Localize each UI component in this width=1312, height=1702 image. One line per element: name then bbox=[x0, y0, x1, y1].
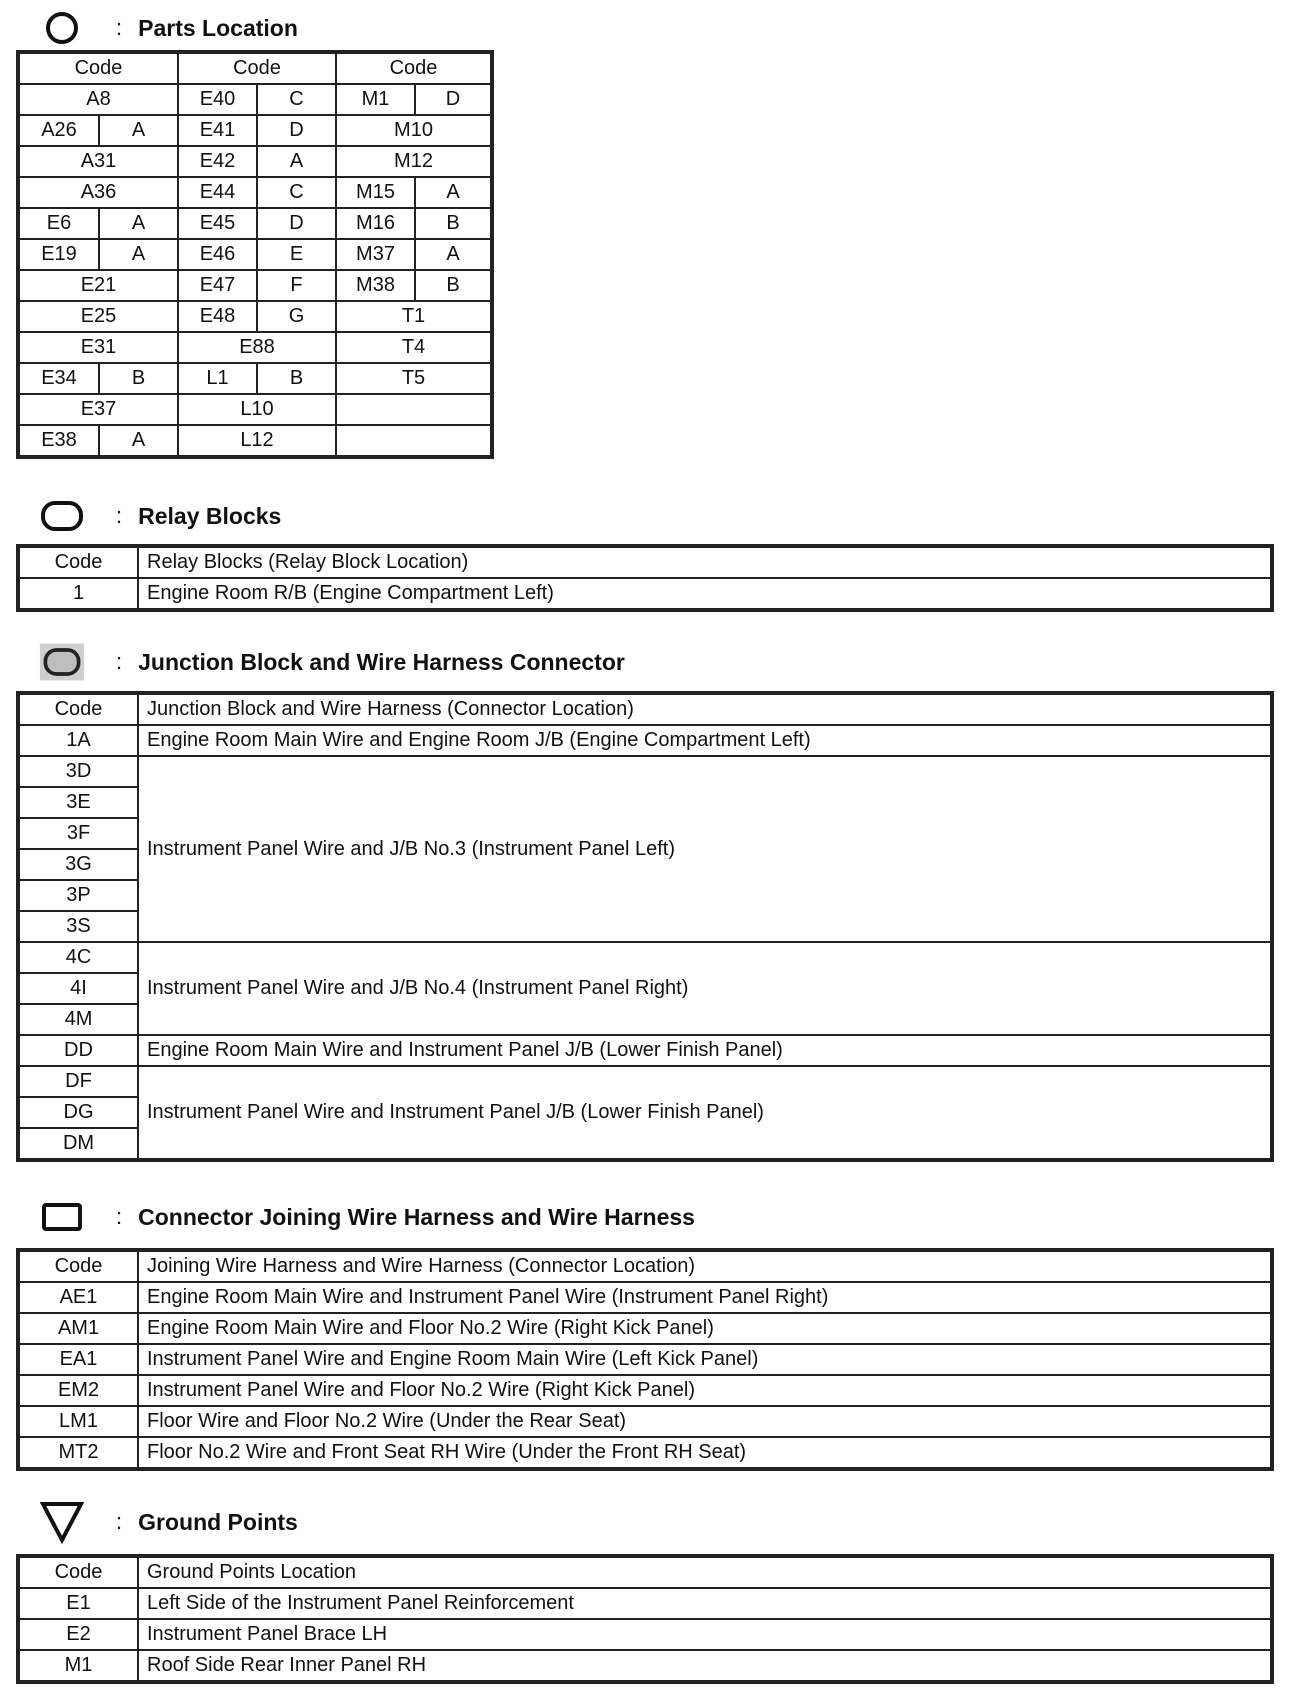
location-cell: Instrument Panel Wire and J/B No.3 (Instrument Panel Left) bbox=[138, 756, 1271, 942]
code-cell: 3D bbox=[19, 756, 138, 787]
location-cell: Engine Room R/B (Engine Compartment Left) bbox=[138, 578, 1271, 609]
table-row bbox=[19, 177, 491, 208]
table-row bbox=[19, 1406, 1271, 1437]
code-cell: LM1 bbox=[19, 1406, 138, 1437]
part-code-cell: A36 bbox=[19, 177, 178, 208]
part-location-letter-cell: D bbox=[415, 84, 491, 115]
table-header-row bbox=[19, 1251, 1271, 1282]
part-location-letter-cell: A bbox=[99, 208, 178, 239]
location-header: Relay Blocks (Relay Block Location) bbox=[138, 547, 1271, 578]
part-code-cell: E19 bbox=[19, 239, 99, 270]
table-row bbox=[19, 725, 1271, 756]
part-location-letter-cell: B bbox=[415, 208, 491, 239]
table-row bbox=[19, 301, 491, 332]
table-row bbox=[19, 756, 1271, 787]
code-cell: 4I bbox=[19, 973, 138, 1004]
part-code-cell: L1 bbox=[178, 363, 257, 394]
part-code-cell: E41 bbox=[178, 115, 257, 146]
table-row bbox=[19, 1437, 1271, 1468]
part-code-cell: T4 bbox=[336, 332, 491, 363]
location-cell: Instrument Panel Wire and Instrument Panel J/B (Lower Finish Panel) bbox=[138, 1066, 1271, 1159]
location-cell: Engine Room Main Wire and Instrument Panel J/B (Lower Finish Panel) bbox=[138, 1035, 1271, 1066]
part-code-cell: E88 bbox=[178, 332, 336, 363]
part-location-letter-cell: E bbox=[257, 239, 336, 270]
table-row bbox=[19, 332, 491, 363]
code-cell: 4C bbox=[19, 942, 138, 973]
code-cell: DF bbox=[19, 1066, 138, 1097]
part-code-cell: E34 bbox=[19, 363, 99, 394]
table-row bbox=[19, 1282, 1271, 1313]
ground-points-table bbox=[18, 1556, 1272, 1682]
code-cell: DD bbox=[19, 1035, 138, 1066]
table-row bbox=[19, 425, 491, 456]
triangle-down-icon bbox=[38, 1502, 86, 1542]
colon: : bbox=[116, 1204, 123, 1229]
rectangle-icon bbox=[38, 1197, 86, 1237]
location-cell: Engine Room Main Wire and Instrument Panel Wire (Instrument Panel Right) bbox=[138, 1282, 1271, 1313]
code-cell: 4M bbox=[19, 1004, 138, 1035]
table-row bbox=[19, 363, 491, 394]
part-code-cell: E46 bbox=[178, 239, 257, 270]
part-code-cell: L12 bbox=[178, 425, 336, 456]
part-code-cell: M1 bbox=[336, 84, 415, 115]
table-row bbox=[19, 146, 491, 177]
section-title: Ground Points bbox=[138, 1508, 298, 1535]
part-code-cell: E45 bbox=[178, 208, 257, 239]
part-code-cell: E38 bbox=[19, 425, 99, 456]
code-cell: E1 bbox=[19, 1588, 138, 1619]
table-row bbox=[19, 942, 1271, 973]
relay-blocks-table bbox=[18, 546, 1272, 610]
part-location-letter-cell: C bbox=[257, 84, 336, 115]
part-location-letter-cell: D bbox=[257, 115, 336, 146]
parts-location-header bbox=[38, 8, 298, 48]
part-location-letter-cell: B bbox=[257, 363, 336, 394]
code-cell: 1 bbox=[19, 578, 138, 609]
part-code-cell: M37 bbox=[336, 239, 415, 270]
table-row bbox=[19, 1035, 1271, 1066]
code-cell: E2 bbox=[19, 1619, 138, 1650]
part-code-cell: E25 bbox=[19, 301, 178, 332]
colon: : bbox=[116, 503, 123, 528]
code-cell: 3S bbox=[19, 911, 138, 942]
location-header: Joining Wire Harness and Wire Harness (Connector Location) bbox=[138, 1251, 1271, 1282]
section-title: Connector Joining Wire Harness and Wire Harness bbox=[138, 1203, 695, 1230]
code-cell: 1A bbox=[19, 725, 138, 756]
section-title: Parts Location bbox=[138, 14, 298, 41]
table-row bbox=[19, 115, 491, 146]
table-row bbox=[19, 239, 491, 270]
part-code-cell: E48 bbox=[178, 301, 257, 332]
part-location-letter-cell: B bbox=[99, 363, 178, 394]
part-code-cell: M16 bbox=[336, 208, 415, 239]
part-code-cell: E44 bbox=[178, 177, 257, 208]
colon: : bbox=[116, 649, 123, 674]
shaded-oval-icon bbox=[38, 642, 86, 682]
code-cell: 3P bbox=[19, 880, 138, 911]
location-cell: Floor Wire and Floor No.2 Wire (Under the Rear Seat) bbox=[138, 1406, 1271, 1437]
location-cell: Engine Room Main Wire and Floor No.2 Wire (Right Kick Panel) bbox=[138, 1313, 1271, 1344]
column-header: Code bbox=[178, 53, 336, 84]
part-code-cell: M10 bbox=[336, 115, 491, 146]
code-cell: DM bbox=[19, 1128, 138, 1159]
part-code-cell: E37 bbox=[19, 394, 178, 425]
code-cell: 3E bbox=[19, 787, 138, 818]
table-row bbox=[19, 270, 491, 301]
part-location-letter-cell: G bbox=[257, 301, 336, 332]
code-cell: AE1 bbox=[19, 1282, 138, 1313]
part-code-cell: A8 bbox=[19, 84, 178, 115]
table-header-row bbox=[19, 53, 491, 84]
table-row bbox=[19, 1619, 1271, 1650]
code-cell: EA1 bbox=[19, 1344, 138, 1375]
location-cell: Roof Side Rear Inner Panel RH bbox=[138, 1650, 1271, 1681]
relay-blocks-header bbox=[38, 496, 281, 536]
part-location-letter-cell: A bbox=[99, 115, 178, 146]
code-cell: 3F bbox=[19, 818, 138, 849]
part-code-cell: T5 bbox=[336, 363, 491, 394]
section-title: Junction Block and Wire Harness Connector bbox=[138, 648, 625, 675]
part-code-cell: M15 bbox=[336, 177, 415, 208]
part-location-letter-cell: A bbox=[257, 146, 336, 177]
part-code-cell: T1 bbox=[336, 301, 491, 332]
part-code-cell: E31 bbox=[19, 332, 178, 363]
part-code-cell: E42 bbox=[178, 146, 257, 177]
circle-icon bbox=[38, 8, 86, 48]
table-header-row bbox=[19, 547, 1271, 578]
code-header: Code bbox=[19, 1557, 138, 1588]
table-header-row bbox=[19, 694, 1271, 725]
location-cell: Left Side of the Instrument Panel Reinforcement bbox=[138, 1588, 1271, 1619]
connector-joining-header bbox=[38, 1197, 695, 1237]
code-cell: MT2 bbox=[19, 1437, 138, 1468]
part-code-cell: A31 bbox=[19, 146, 178, 177]
table-row bbox=[19, 1066, 1271, 1097]
table-row bbox=[19, 578, 1271, 609]
section-title: Relay Blocks bbox=[138, 502, 282, 529]
table-row bbox=[19, 1375, 1271, 1406]
part-code-cell: L10 bbox=[178, 394, 336, 425]
table-header-row bbox=[19, 1557, 1271, 1588]
junction-block-header bbox=[38, 642, 625, 682]
location-header: Ground Points Location bbox=[138, 1557, 1271, 1588]
part-code-cell bbox=[336, 425, 491, 456]
code-cell: DG bbox=[19, 1097, 138, 1128]
code-header: Code bbox=[19, 547, 138, 578]
part-location-letter-cell: F bbox=[257, 270, 336, 301]
location-cell: Instrument Panel Wire and J/B No.4 (Instrument Panel Right) bbox=[138, 942, 1271, 1035]
junction-block-table bbox=[18, 693, 1272, 1160]
location-cell: Instrument Panel Brace LH bbox=[138, 1619, 1271, 1650]
code-cell: AM1 bbox=[19, 1313, 138, 1344]
table-row bbox=[19, 208, 491, 239]
table-row bbox=[19, 1344, 1271, 1375]
part-location-letter-cell: C bbox=[257, 177, 336, 208]
column-header: Code bbox=[19, 53, 178, 84]
code-cell: M1 bbox=[19, 1650, 138, 1681]
code-header: Code bbox=[19, 694, 138, 725]
part-location-letter-cell: A bbox=[415, 177, 491, 208]
ground-points-header bbox=[38, 1502, 298, 1542]
part-code-cell: E6 bbox=[19, 208, 99, 239]
part-location-letter-cell: D bbox=[257, 208, 336, 239]
table-row bbox=[19, 84, 491, 115]
location-header: Junction Block and Wire Harness (Connector Location) bbox=[138, 694, 1271, 725]
part-code-cell: M38 bbox=[336, 270, 415, 301]
code-header: Code bbox=[19, 1251, 138, 1282]
location-cell: Instrument Panel Wire and Floor No.2 Wire (Right Kick Panel) bbox=[138, 1375, 1271, 1406]
part-code-cell: A26 bbox=[19, 115, 99, 146]
location-cell: Engine Room Main Wire and Engine Room J/B (Engine Compartment Left) bbox=[138, 725, 1271, 756]
part-code-cell: E21 bbox=[19, 270, 178, 301]
location-cell: Instrument Panel Wire and Engine Room Main Wire (Left Kick Panel) bbox=[138, 1344, 1271, 1375]
column-header: Code bbox=[336, 53, 491, 84]
part-code-cell: E47 bbox=[178, 270, 257, 301]
table-row bbox=[19, 1588, 1271, 1619]
table-row bbox=[19, 1650, 1271, 1681]
colon: : bbox=[116, 1509, 123, 1534]
part-location-letter-cell: A bbox=[99, 425, 178, 456]
part-code-cell: E40 bbox=[178, 84, 257, 115]
table-row bbox=[19, 394, 491, 425]
code-cell: 3G bbox=[19, 849, 138, 880]
table-row bbox=[19, 1313, 1271, 1344]
colon: : bbox=[116, 15, 123, 40]
connector-joining-table bbox=[18, 1250, 1272, 1469]
parts-location-table bbox=[18, 52, 492, 457]
rounded-rect-icon bbox=[38, 496, 86, 536]
part-location-letter-cell: A bbox=[99, 239, 178, 270]
part-location-letter-cell: B bbox=[415, 270, 491, 301]
location-cell: Floor No.2 Wire and Front Seat RH Wire (Under the Front RH Seat) bbox=[138, 1437, 1271, 1468]
code-cell: EM2 bbox=[19, 1375, 138, 1406]
part-code-cell bbox=[336, 394, 491, 425]
part-location-letter-cell: A bbox=[415, 239, 491, 270]
part-code-cell: M12 bbox=[336, 146, 491, 177]
